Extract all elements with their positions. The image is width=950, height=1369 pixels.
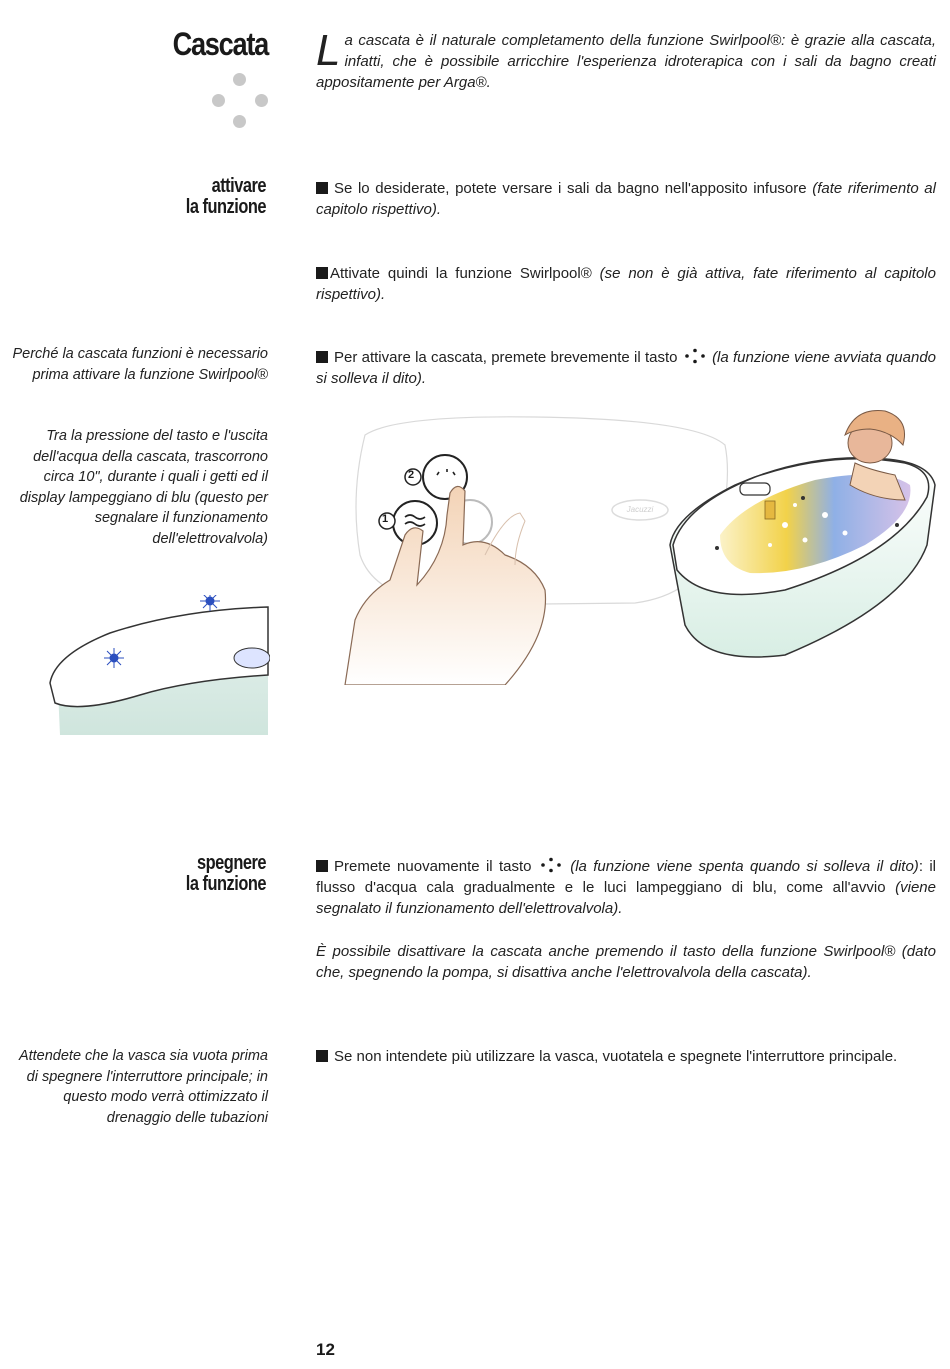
step-2-label: 2 xyxy=(407,469,415,481)
spegnere-note-paragraph xyxy=(316,941,936,983)
paragraph-italic: (viene segnalato il funzionamento dell'elettrovalvola). xyxy=(316,879,936,917)
paragraph-text: Attivate quindi la funzione Swirlpool® xyxy=(330,265,600,282)
spegnere-step-1 xyxy=(316,856,936,919)
heading-line: spegnere xyxy=(197,852,266,874)
step-1-label: 1 xyxy=(381,513,389,525)
paragraph-italic: È possibile disattivare la cascata anche premendo il tasto della funzione Swirlpool® (dato che, spegnendo la pompa, si disattiva anche l'elettrovalvola della cascata). xyxy=(316,943,936,981)
bullet-square-icon xyxy=(316,1050,328,1062)
cascata-button-icon xyxy=(684,348,706,364)
intro-dropcap: L xyxy=(316,26,341,75)
paragraph-text: Se non intendete più utilizzare la vasca, vuotatela e spegnete l'interruttore principale. xyxy=(334,1048,898,1065)
paragraph-text: Se lo desiderate, potete versare i sali da bagno nell'apposito infusore xyxy=(334,180,813,197)
bullet-square-icon xyxy=(316,267,328,279)
side-note-drain: Attendete che la vasca sia vuota prima di spegnere l'interruttore principale; in questo modo verrà ottimizzato il drenaggio delle tubazioni xyxy=(18,1048,268,1126)
paragraph-text: Per attivare la cascata, premete brevemente il tasto xyxy=(334,349,678,366)
paragraph-italic: (la funzione viene avviata quando si solleva il dito). xyxy=(316,349,937,387)
paragraph-italic: (la funzione viene spenta quando si solleva il dito) xyxy=(570,858,919,875)
spegnere-step-2 xyxy=(316,1046,936,1067)
page-number: 12 xyxy=(316,1340,335,1359)
side-note-swirlpool: Perché la cascata funzioni è necessario prima attivare la funzione Swirlpool® xyxy=(12,346,268,383)
attivare-step-1 xyxy=(316,178,936,220)
bullet-square-icon xyxy=(316,860,328,872)
cascata-dots-icon xyxy=(208,70,270,132)
page-title: Cascata xyxy=(172,26,268,62)
paragraph-text: : il flusso d'acqua cala gradualmente e le luci lampeggiano di blu, come all'avvio xyxy=(316,858,937,896)
intro-text: a cascata è il naturale completamento della funzione Swirlpool®: è grazie alla cascata, infatti, che è possibile arricchire l'esperienza idroterapica con i sali da bagno creati appositamente per Arga®. xyxy=(316,32,936,91)
bathtub-illustration xyxy=(665,405,945,665)
heading-line: attivare xyxy=(211,175,266,197)
side-note-timing: Tra la pressione del tasto e l'uscita dell'acqua della cascata, trascorrono circa 10", durante i quali i getti ed il display lampeggiano di blu (questo per segnalare il funzionamento dell'elettrovalvola) xyxy=(19,428,268,547)
jacuzzi-logo: Jacuzzi xyxy=(626,505,654,514)
heading-line: la funzione xyxy=(185,873,266,895)
section-heading-spegnere xyxy=(154,853,266,895)
paragraph-text: Premete nuovamente il tasto xyxy=(334,858,532,875)
paragraph-italic: (se non è già attiva, fate riferimento al capitolo rispettivo). xyxy=(316,265,936,303)
cascata-button-icon xyxy=(540,857,562,873)
attivare-step-2 xyxy=(316,263,936,305)
bullet-square-icon xyxy=(316,182,328,194)
intro-paragraph xyxy=(316,26,936,93)
section-heading-attivare xyxy=(154,176,266,218)
paragraph-italic: (fate riferimento al capitolo rispettivo). xyxy=(316,180,936,218)
bullet-square-icon xyxy=(316,351,328,363)
tub-led-illustration xyxy=(40,595,270,735)
heading-line: la funzione xyxy=(185,196,266,218)
attivare-step-3 xyxy=(316,347,936,389)
